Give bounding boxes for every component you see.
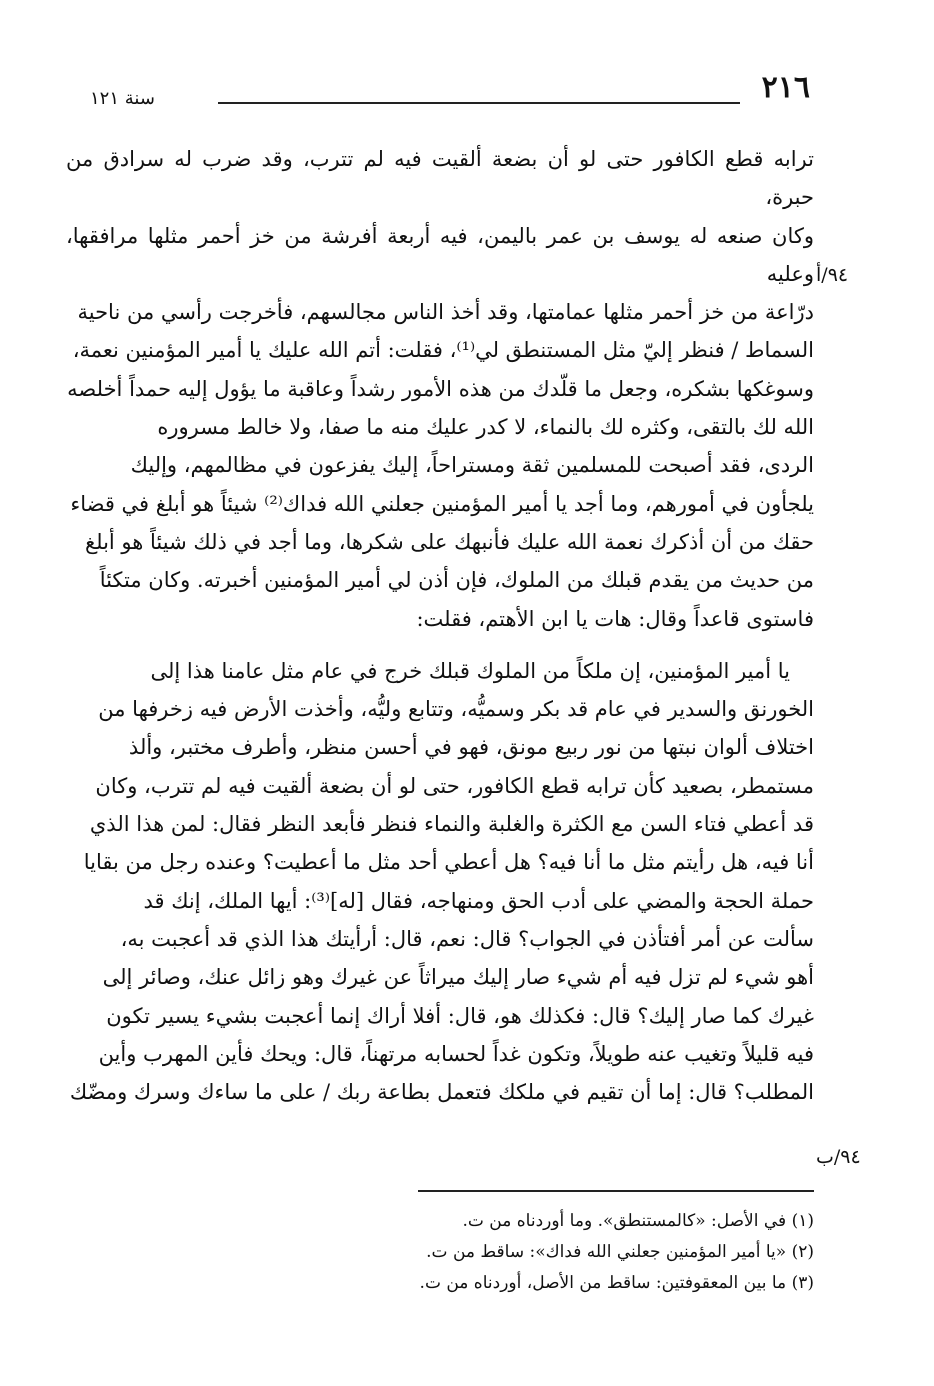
text-line: أنا فيه، هل رأيتم مثل ما أنا فيه؟ هل أعطي أحد مثل ما أعطيت؟ وعنده رجل من بقايا xyxy=(83,850,814,875)
text-line: فاستوى قاعداً وقال: هات يا ابن الأهتم، فقلت: xyxy=(416,606,814,631)
footnote-rule xyxy=(418,1190,814,1192)
text-line: غيرك كما صار إليك؟ قال: فكذلك هو، قال: أفلا أراك إنما أعجبت بشيء يسير تكون xyxy=(106,1003,814,1028)
text-line: من حديث من يقدم قبلك من الملوك، فإن أذن لي أمير المؤمنين أخبرته. وكان متكئاً xyxy=(99,568,814,593)
footnotes xyxy=(214,1206,814,1299)
margin-folio-note-b: ٩٤/ب xyxy=(816,1146,861,1168)
margin-folio-note-a: ٩٤/أ xyxy=(816,264,849,286)
text-line: سألت عن أمر أفتأذن في الجواب؟ قال: نعم، قال: أرأيتك هذا الذي قد أعجبت به، xyxy=(120,926,814,951)
text-line: حملة الحجة والمضي على أدب الحق ومنهاجه، فقال [له]⁽³⁾: أيها الملك، إنك قد xyxy=(143,888,814,913)
text-line: فيه قليلاً وتغيب عنه طويلاً، وتكون غداً لحسابه مرتهناً، قال: ويحك فأين المهرب وأين xyxy=(98,1041,814,1066)
page-number: ٢١٦ xyxy=(761,70,810,105)
text-line: درّاعة من خز أحمر مثلها عمامتها، وقد أخذ الناس مجالسهم، فأخرجت رأسي من ناحية xyxy=(77,300,814,325)
text-line: وكان صنعه له يوسف بن عمر باليمن، فيه أربعة أفرشة من خز أحمر مثلها مرافقها، وعليه xyxy=(66,223,814,286)
text-line: السماط / فنظر إليّ مثل المستنطق لي⁽¹⁾، فقلت: أتم الله عليك يا أمير المؤمنين نعمة، xyxy=(72,338,814,363)
year-label: سنة ١٢١ xyxy=(90,88,155,109)
text-line: الله لك بالتقى، وكثره لك بالنماء، لا كدر عليك منه ما صفا، ولا خالط مسروره xyxy=(157,415,814,440)
main-text xyxy=(66,140,814,1111)
text-line: أهو شيء لم تزل فيه أم شيء صار إليك ميراثاً عن غيرك وهو زائل عنك، وصائر إلى xyxy=(102,965,814,990)
footnote-2: (٢) «يا أمير المؤمنين جعلني الله فداك»: ساقط من ت. xyxy=(426,1242,814,1262)
running-header xyxy=(90,66,810,126)
text-line: مستمطر، بصعيد كأن ترابه قطع الكافور، حتى لو أن بضعة ألقيت فيه لم تترب، وكان xyxy=(95,773,814,798)
text-line: الردى، فقد أصبحت للمسلمين ثقة ومستراحاً، إليك يفزعون في مظالمهم، وإليك xyxy=(130,453,814,478)
text-line: الخورنق والسدير في عام قد بكر وسميُّه، وتتابع وليُّه، وأخذت الأرض فيه زخرفها من xyxy=(98,697,814,722)
footnote-1: (١) في الأصل: «كالمستنطق». وما أوردناه من ت. xyxy=(462,1211,814,1231)
text-line: وسوغكها بشكره، وجعل ما قلّدك من هذه الأمور رشداً وعاقبة ما يؤول إليه حمداً أخلصه xyxy=(67,376,814,401)
header-rule xyxy=(218,102,740,104)
text-line: ترابه قطع الكافور حتى لو أن بضعة ألقيت فيه لم تترب، وقد ضرب له سرادق من حبرة، xyxy=(66,147,814,210)
text-line: حقك من أن أذكرك نعمة الله عليك فأنبهك على شكرها، وما أجد في ذلك شيئاً هو أبلغ xyxy=(84,529,814,554)
text-line: اختلاف ألوان نبتها من نور ربيع مونق، فهو في أحسن منظر، وأطرف مختبر، وألذ xyxy=(128,735,814,760)
text-line: يلجأون في أمورهم، وما أجد يا أمير المؤمنين جعلني الله فداك⁽²⁾ شيئاً هو أبلغ في قضاء xyxy=(70,491,814,516)
text-line: قد أعطي فتاء السن مع الكثرة والغلبة والنماء فنظر فأبعد النظر فقال: لمن هذا الذي xyxy=(89,812,814,837)
text-line: يا أمير المؤمنين، إن ملكاً من الملوك قبلك خرج في عام مثل عامنا هذا إلى xyxy=(150,658,790,683)
footnote-3: (٣) ما بين المعقوفتين: ساقط من الأصل، أوردناه من ت. xyxy=(419,1273,814,1293)
text-line: المطلب؟ قال: إما أن تقيم في ملكك فتعمل بطاعة ربك / على ما ساءك وسرك ومضّك xyxy=(69,1080,814,1105)
